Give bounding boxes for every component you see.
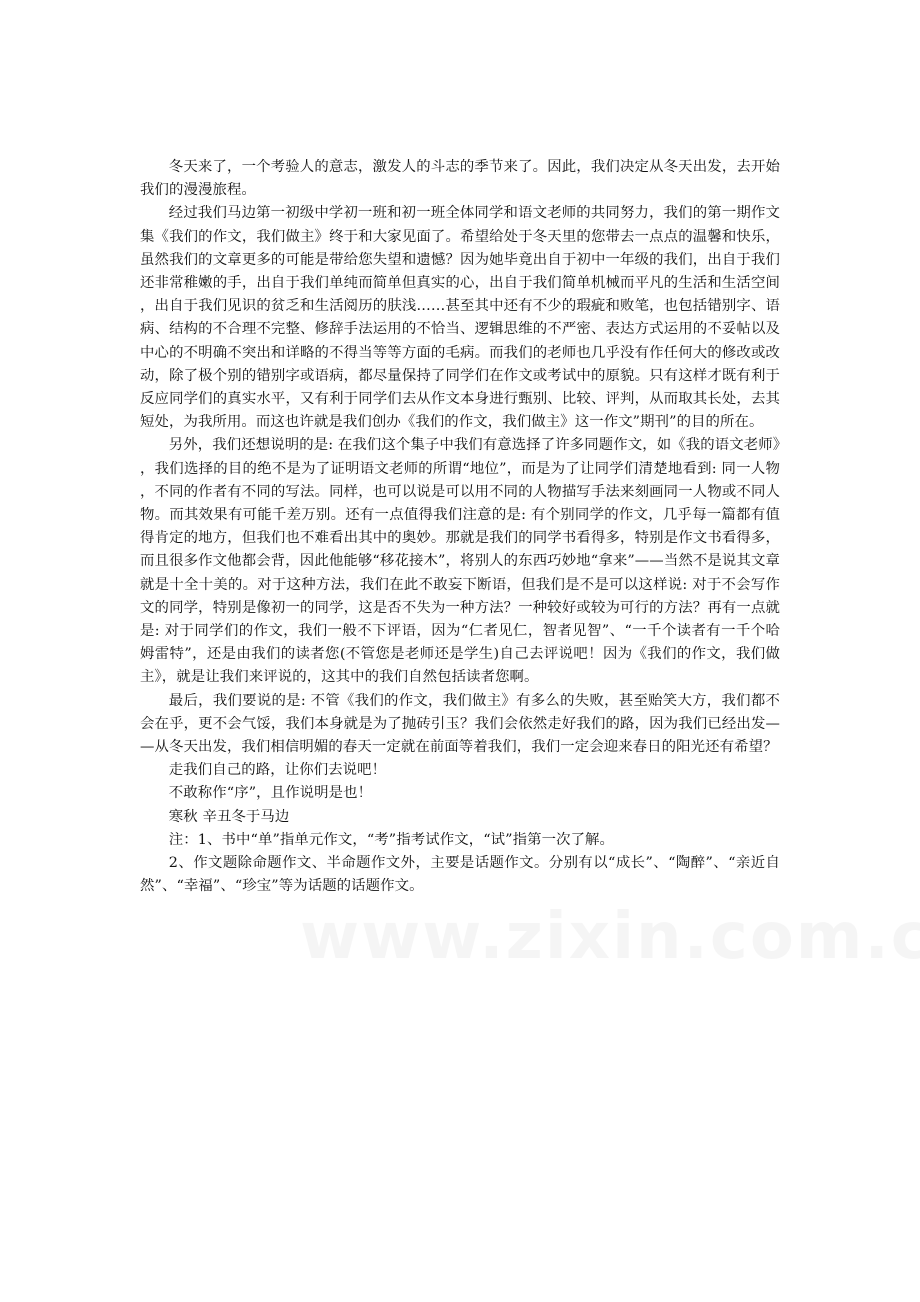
paragraph-collection: 经过我们马边第一初级中学初一班和初一班全体同学和语文老师的共同努力，我们的第一期作文集《我们的作文，我们做主》终于和大家见面了。希望给处于冬天里的您带去一点点的温馨和快乐，虽然我们的文章更多的可能是带给您失望和遗憾？因为她毕竟出自于初中一年级的我们，出自于我们还非常稚嫩的手，出自于我们单纯而简单但真实的心，出自于我们简单机械而平凡的生活和生活空间，出自于我们见识的贫乏和生活阅历的肤浅……甚至其中还有不少的瑕疵和败笔，也包括错别字、语病、结构的不合理不完整、修辞手法运用的不恰当、逻辑思维的不严密、表达方式运用的不妥帖以及中心的不明确不突出和详略的不得当等等方面的毛病。而我们的老师也几乎没有作任何大的修改或改动，除了极个别的错别字或语病，都尽量保持了同学们在作文或考试中的原貌。只有这样才既有利于反应同学们的真实水平，又有利于同学们去从作文本身进行甄别、比较、评判，从而取其长处，去其短处，为我所用。而这也许就是我们创办《我们的作文，我们做主》这一作文”期刊”的目的所在。 xyxy=(140,205,780,431)
paragraph-explanation: 另外，我们还想说明的是: 在我们这个集子中我们有意选择了许多同题作文，如《我的语文老师》，我们选择的目的绝不是为了证明语文老师的所谓“地位”，而是为了让同学们清楚地看到: 同一人物，不同的作者有不同的写法。同样，也可以说是可以用不同的人物描写手法来刻画同一人物或不同人物。而其效果有可能千差万别。还有一点值得我们注意的是: 有个别同学的作文，几乎每一篇都有值得肯定的地方，但我们也不难看出其中的奥妙。那就是我们的同学书看得多，特别是作文书看得多，而且很多作文他都会背，因此他能够“移花接木”，将别人的东西巧妙地“拿来”——当然不是说其文章就是十全十美的。对于这种方法，我们在此不敢妄下断语，但我们是不是可以这样说: 对于不会写作文的同学，特别是像初一的同学，这是否不失为一种方法？一种较好或较为可行的方法？再有一点就是: 对于同学们的作文，我们一般不下评语，因为“仁者见仁，智者见智”、“一千个读者有一千个哈姆雷特”，还是由我们的读者您(不管您是老师还是学生)自己去评说吧！因为《我们的作文，我们做主》，就是让我们来评说的，这其中的我们自然包括读者您啊。 xyxy=(140,437,780,686)
document-body xyxy=(140,156,780,899)
paragraph-motto: 走我们自己的路，让你们去说吧！ xyxy=(168,762,387,779)
paragraph-conclusion: 最后，我们要说的是: 不管《我们的作文，我们做主》有多么的失败，甚至贻笑大方，我们都不会在乎，更不会气馁，我们本身就是为了抛砖引玉？我们会依然走好我们的路，因为我们已经出发——从冬天出发，我们相信明媚的春天一定就在前面等着我们，我们一定会迎来春日的阳光还有希望？ xyxy=(140,692,780,756)
paragraph-signature: 寒秋 辛丑冬于马边 xyxy=(168,808,290,825)
paragraph-note-2: 2、作文题除命题作文、半命题作文外，主要是话题作文。分别有以“成长”、“陶醉”、“亲近自然”、“幸福”、“珍宝”等为话题的话题作文。 xyxy=(140,855,780,895)
paragraph-intro: 冬天来了，一个考验人的意志，激发人的斗志的季节来了。因此，我们决定从冬天出发，去开始我们的漫漫旅程。 xyxy=(140,159,780,199)
paragraph-preface-note: 不敢称作“序”，且作说明是也！ xyxy=(168,785,373,802)
paragraph-note-1: 注：1、书中“单”指单元作文，“考”指考试作文，“试”指第一次了解。 xyxy=(168,831,615,848)
watermark xyxy=(300,900,700,974)
